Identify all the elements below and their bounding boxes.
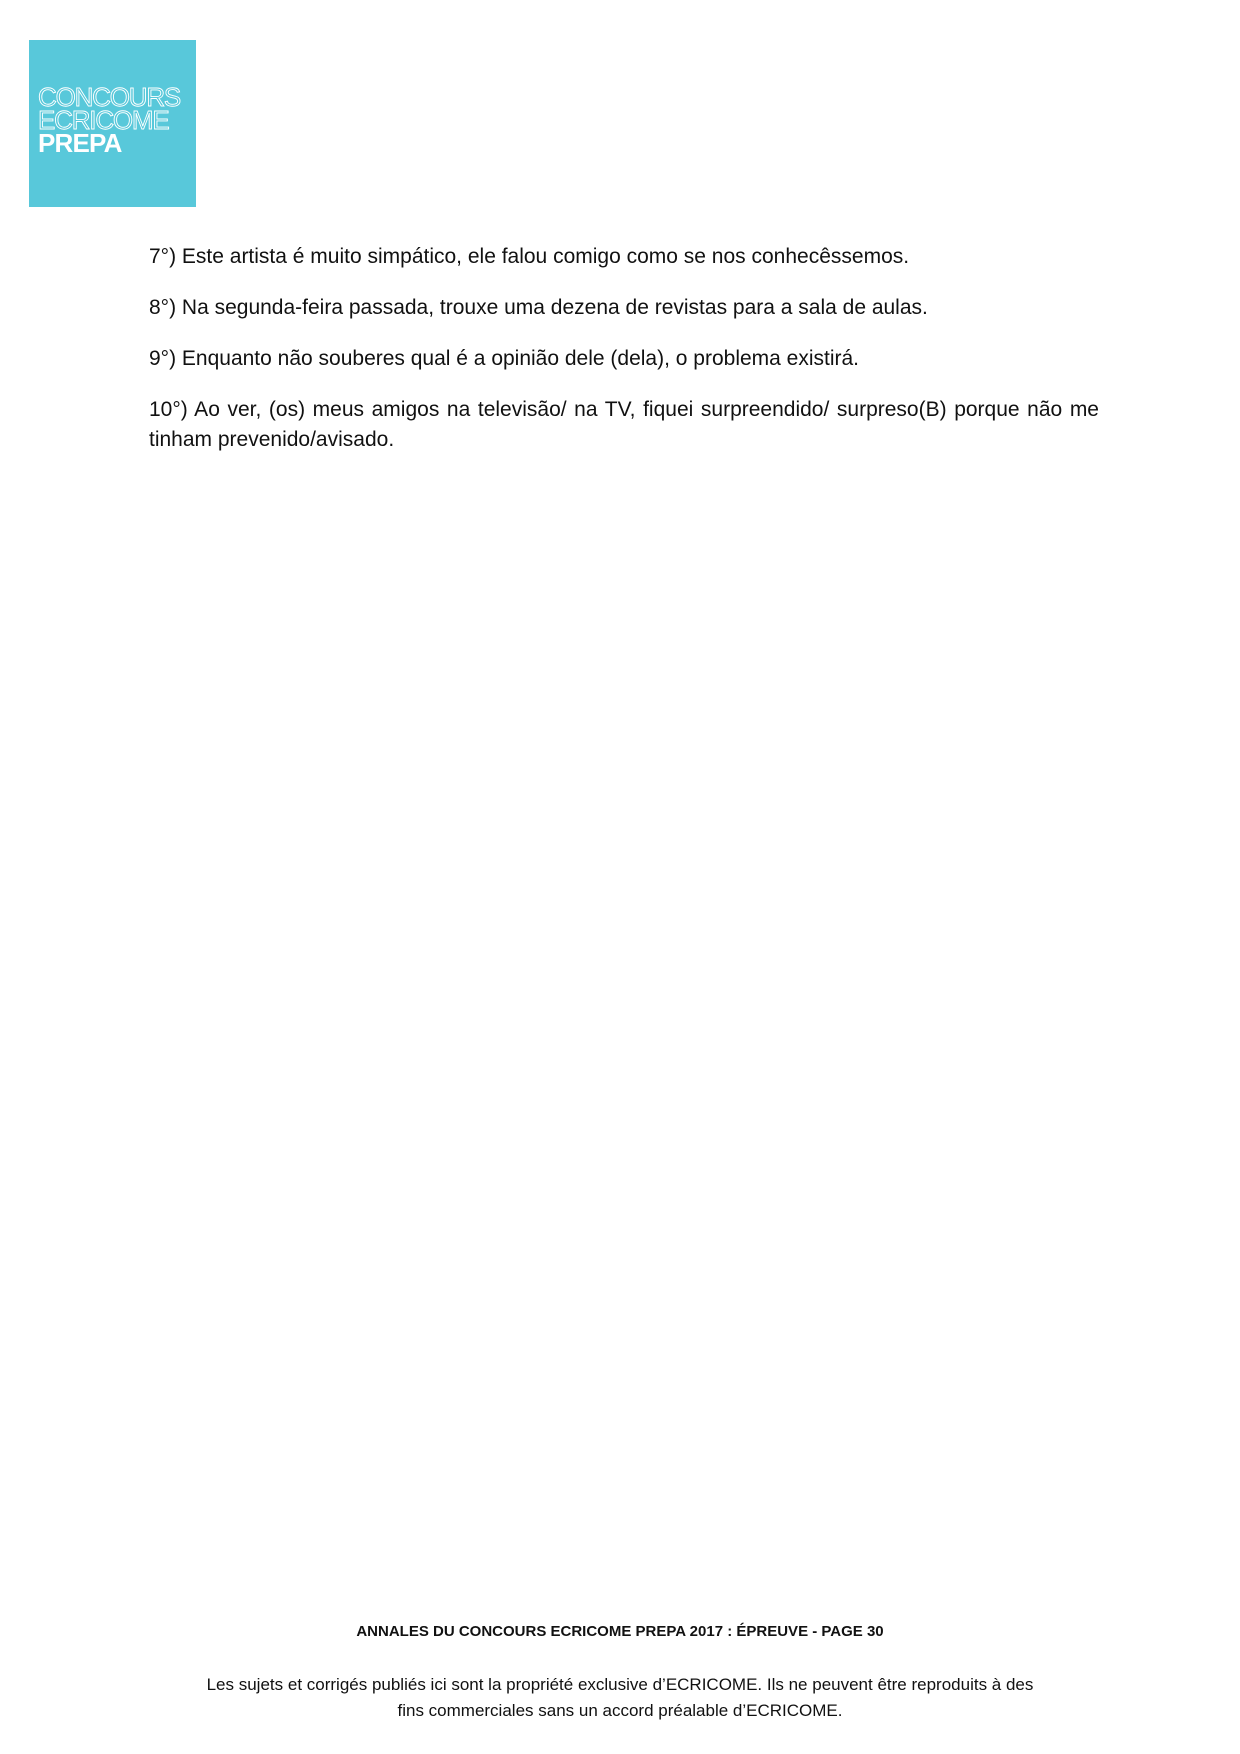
answer-item-9: 9°) Enquanto não souberes qual é a opinião dele (dela), o problema existirá. (149, 347, 860, 370)
footer-note (120, 1672, 1120, 1724)
answer-item-7: 7°) Este artista é muito simpático, ele falou comigo como se nos conhecêssemos. (149, 245, 910, 268)
answer-item-8: 8°) Na segunda-feira passada, trouxe uma dezena de revistas para a sala de aulas. (149, 296, 928, 319)
footer-title: ANNALES DU CONCOURS ECRICOME PREPA 2017 : ÉPREUVE - PAGE 30 (356, 1623, 884, 1640)
logo-line-ecricome: ECRICOME (38, 105, 169, 135)
answer-item-10: 10°) Ao ver, (os) meus amigos na televisão/ na TV, fiquei surpreendido/ surpreso(B) porque não me tinham prevenido/avisado. (149, 398, 1099, 451)
footer-note-line-2: fins commerciales sans un accord préalable d’ECRICOME. (397, 1701, 843, 1720)
answers-list (149, 242, 1099, 476)
logo-line-concours: CONCOURS (38, 82, 181, 112)
ecricome-logo (29, 40, 196, 207)
logo-line-prepa: PREPA (38, 128, 122, 158)
footer-note-line-1: Les sujets et corrigés publiés ici sont la propriété exclusive d’ECRICOME. Ils ne peuvent être reproduits à des (206, 1675, 1034, 1694)
